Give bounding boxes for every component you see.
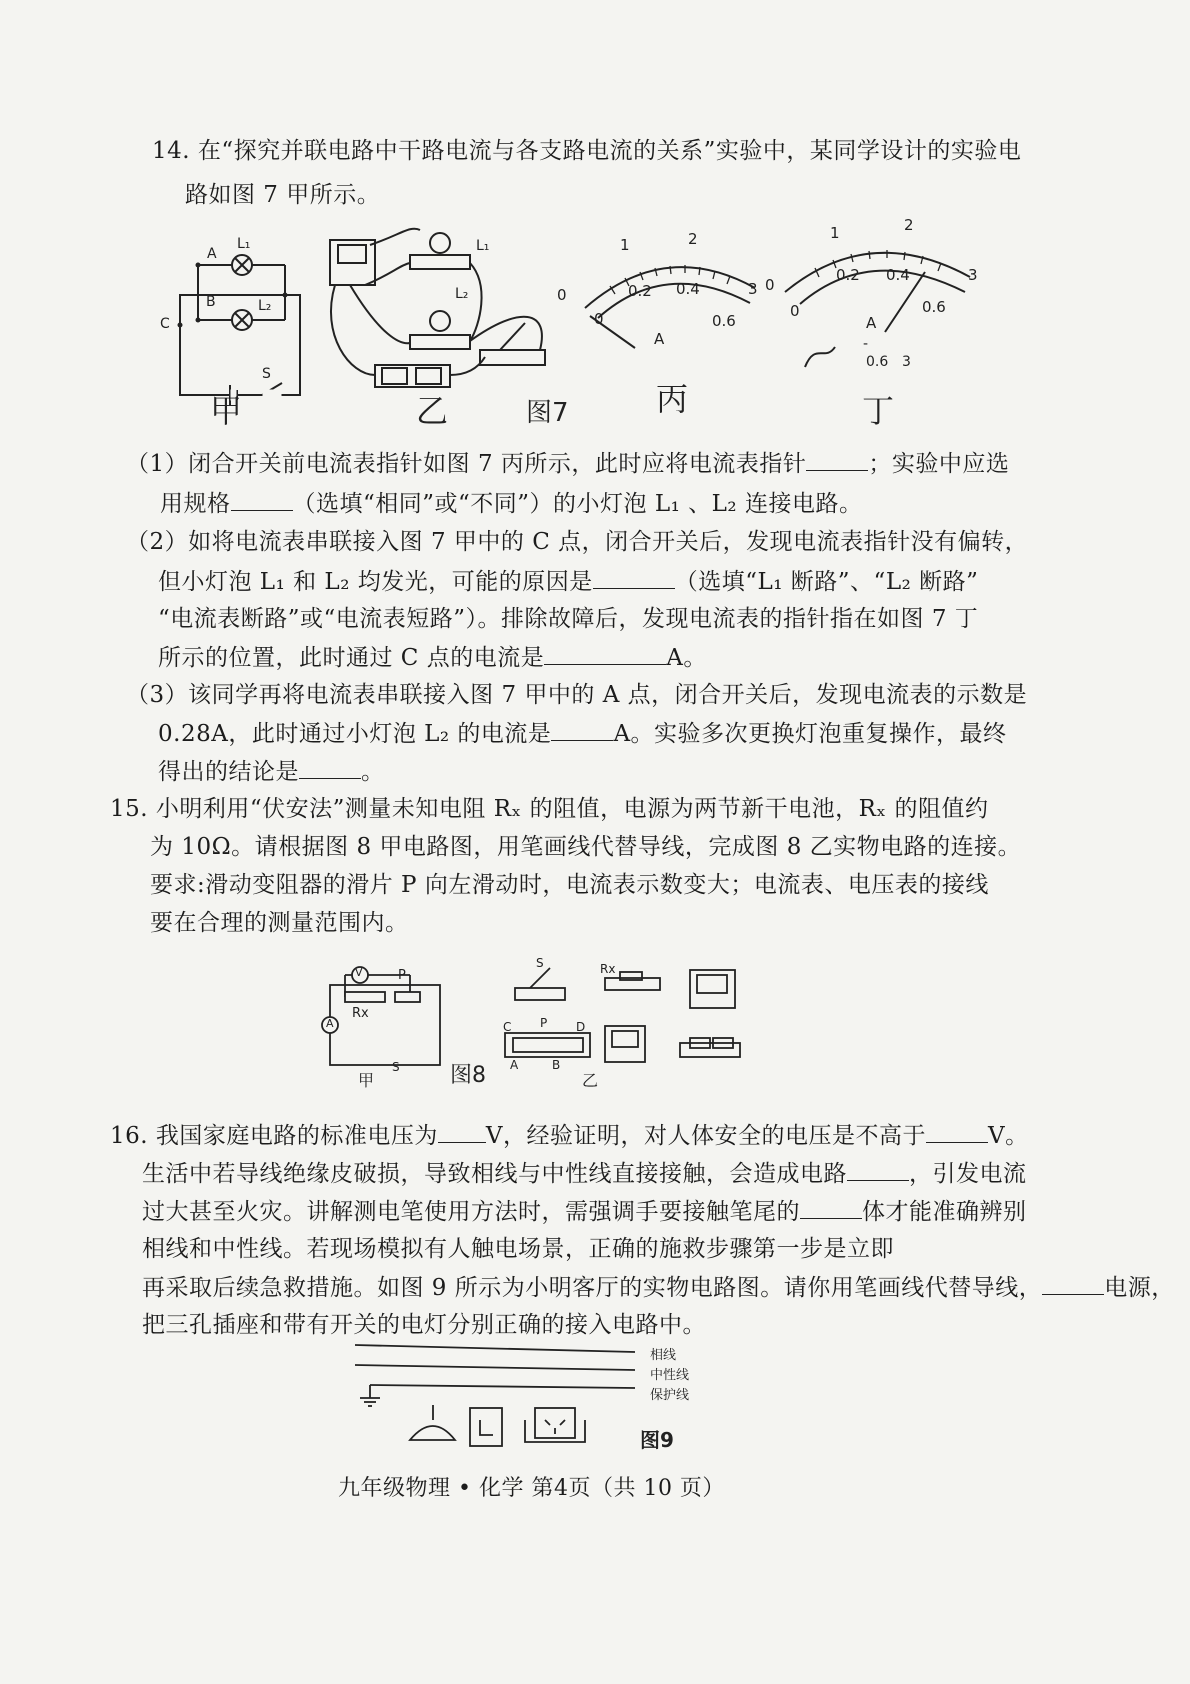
fig8-yi-b: B bbox=[552, 1058, 561, 1072]
fig8-yi-p: P bbox=[540, 1016, 548, 1030]
fig8-yi-rx: Rx bbox=[600, 962, 616, 976]
fig8-yi-s: S bbox=[536, 956, 544, 970]
q14-1-blank-1[interactable] bbox=[806, 448, 868, 471]
q14-2-blank-1[interactable] bbox=[593, 566, 675, 589]
q16-blank-3[interactable] bbox=[847, 1158, 909, 1181]
fig8-yi-d: D bbox=[576, 1020, 586, 1034]
fig7-caption-yi: 乙 bbox=[416, 392, 449, 430]
q14-3-line-2: 0.28A，此时通过小灯泡 L₂ 的电流是 A。实验多次更换灯泡重复操作，最终 bbox=[158, 718, 1007, 749]
q16-line-5: 再采取后续急救措施。如图 9 所示为小明客厅的实物电路图。请你用笔画线代替导线， 电源， bbox=[142, 1272, 1175, 1303]
fig8-circuit-jia bbox=[320, 965, 450, 1075]
q16-blank-5[interactable] bbox=[1042, 1272, 1104, 1295]
bing-tick-06: 0.6 bbox=[712, 312, 736, 330]
fig7-yi-label-l1: L₁ bbox=[476, 238, 490, 254]
fig7-label-a: A bbox=[207, 246, 217, 262]
q14-3-blank-2[interactable] bbox=[299, 756, 361, 779]
q14-3-line-3: 得出的结论是 。 bbox=[158, 756, 385, 787]
q14-2-line-4: 所示的位置，此时通过 C 点的电流是 A。 bbox=[158, 642, 707, 673]
fig7-yi-label-l2: L₂ bbox=[455, 286, 469, 302]
q16-line-4: 相线和中性线。若现场模拟有人触电场景，正确的施救步骤第一步是立即 bbox=[142, 1236, 894, 1262]
page-footer: 九年级物理 • 化学 第4页（共 10 页） bbox=[338, 1476, 725, 1501]
fig7-label-c: C bbox=[160, 316, 170, 332]
bing-tick-0-outer: 0 bbox=[557, 286, 567, 304]
q16-line-3: 过大甚至火灾。讲解测电笔使用方法时，需强调手要接触笔尾的 体才能准确辨别 bbox=[142, 1196, 1027, 1227]
ding-unit: A bbox=[866, 314, 877, 332]
q14-line-1: 14. 在“探究并联电路中干路电流与各支路电流的关系”实验中，某同学设计的实验电 bbox=[152, 138, 1022, 164]
ding-tick-3: 3 bbox=[968, 266, 978, 284]
q16-line-2: 生活中若导线绝缘皮破损，导致相线与中性线直接接触，会造成电路 ，引发电流 bbox=[142, 1158, 1027, 1189]
fig9-ground-line: 保护线 bbox=[650, 1388, 690, 1403]
q16-line-1: 16. 我国家庭电路的标准电压为 V，经验证明，对人体安全的电压是不高于 V。 bbox=[110, 1120, 1029, 1151]
q15-line-4: 要在合理的测量范围内。 bbox=[150, 910, 409, 936]
q16-line-6: 把三孔插座和带有开关的电灯分别正确的接入电路中。 bbox=[142, 1312, 706, 1338]
q14-2-line-3: “电流表断路”或“电流表短路”）。排除故障后，发现电流表的指针指在如图 7 丁 bbox=[158, 606, 979, 632]
q16-blank-4[interactable] bbox=[800, 1196, 862, 1219]
q14-1-line-2: 用规格 （选填“相同”或“不同”）的小灯泡 L₁ 、L₂ 连接电路。 bbox=[160, 488, 862, 519]
bing-unit: A bbox=[654, 330, 665, 348]
fig8-a: A bbox=[326, 1017, 334, 1030]
q14-line-2: 路如图 7 甲所示。 bbox=[185, 182, 381, 208]
fig7-circuit-jia bbox=[170, 240, 320, 390]
fig7-label-l2: L₂ bbox=[258, 298, 272, 314]
ding-tick-04: 0.4 bbox=[886, 266, 910, 284]
fig9-neutral-line: 中性线 bbox=[650, 1368, 690, 1383]
q14-1-blank-2[interactable] bbox=[231, 488, 293, 511]
bing-tick-3: 3 bbox=[748, 280, 758, 298]
fig7-label-s: S bbox=[262, 366, 271, 382]
fig7-label-l1: L₁ bbox=[237, 236, 251, 252]
ding-tick-02: 0.2 bbox=[836, 266, 860, 284]
q15-line-3: 要求:滑动变阻器的滑片 P 向左滑动时，电流表示数变大；电流表、电压表的接线 bbox=[150, 872, 989, 898]
fig8-caption-yi: 乙 bbox=[582, 1071, 599, 1090]
fig9-title: 图9 bbox=[640, 1428, 674, 1452]
ding-tick-0-outer: 0 bbox=[765, 276, 775, 294]
fig8-v: V bbox=[355, 966, 363, 979]
bing-tick-1: 1 bbox=[620, 236, 630, 254]
q14-2-line-1: （2）如将电流表串联接入图 7 甲中的 C 点，闭合开关后，发现电流表指针没有偏转， bbox=[126, 529, 1029, 555]
ding-terminal-3: 3 bbox=[902, 354, 911, 370]
fig9-drawing bbox=[345, 1340, 645, 1450]
q14-3-blank-1[interactable] bbox=[551, 718, 613, 741]
bing-tick-04: 0.4 bbox=[676, 280, 700, 298]
fig7-label-b: B bbox=[206, 294, 216, 310]
fig8-caption-jia: 甲 bbox=[358, 1071, 375, 1090]
q16-blank-2[interactable] bbox=[926, 1120, 988, 1143]
q14-2-blank-2[interactable] bbox=[544, 642, 666, 665]
fig7-caption-bing: 丙 bbox=[656, 380, 689, 418]
fig8-title: 图8 bbox=[450, 1063, 486, 1088]
fig7-caption-ding: 丁 bbox=[862, 392, 895, 430]
fig9-phase-line: 相线 bbox=[650, 1348, 677, 1363]
fig8-rx: Rx bbox=[352, 1006, 369, 1021]
fig7-physical-yi bbox=[320, 225, 560, 400]
ding-terminal-minus: - bbox=[863, 336, 869, 352]
ding-tick-2: 2 bbox=[904, 216, 914, 234]
ding-tick-1: 1 bbox=[830, 224, 840, 242]
ding-tick-0-inner: 0 bbox=[790, 302, 800, 320]
ding-tick-06: 0.6 bbox=[922, 298, 946, 316]
bing-tick-2: 2 bbox=[688, 230, 698, 248]
q14-1-line-1: （1）闭合开关前电流表指针如图 7 丙所示，此时应将电流表指针 ；实验中应选 bbox=[126, 448, 1009, 479]
fig8-yi-c: C bbox=[503, 1020, 512, 1034]
ding-terminal-06: 0.6 bbox=[866, 354, 889, 370]
fig7-ammeter-bing bbox=[570, 228, 770, 358]
q16-blank-1[interactable] bbox=[438, 1120, 486, 1143]
q14-2-line-2: 但小灯泡 L₁ 和 L₂ 均发光，可能的原因是 （选填“L₁ 断路”、“L₂ 断路” bbox=[158, 566, 978, 597]
fig8-s: S bbox=[392, 1060, 400, 1074]
fig7-caption-jia: 甲 bbox=[210, 392, 243, 430]
fig8-yi-a-terminal: A bbox=[510, 1058, 519, 1072]
bing-tick-02: 0.2 bbox=[628, 282, 652, 300]
fig7-title: 图7 bbox=[526, 398, 569, 428]
q15-line-2: 为 10Ω。请根据图 8 甲电路图，用笔画线代替导线，完成图 8 乙实物电路的连接。 bbox=[150, 834, 1022, 860]
q14-3-line-1: （3）该同学再将电流表串联接入图 7 甲中的 A 点，闭合开关后，发现电流表的示数是 bbox=[126, 682, 1028, 708]
fig8-p: P bbox=[398, 968, 406, 983]
bing-tick-0-inner: 0 bbox=[594, 310, 604, 328]
q15-line-1: 15. 小明利用“伏安法”测量未知电阻 Rₓ 的阻值，电源为两节新干电池，Rₓ 的阻值约 bbox=[110, 796, 989, 822]
